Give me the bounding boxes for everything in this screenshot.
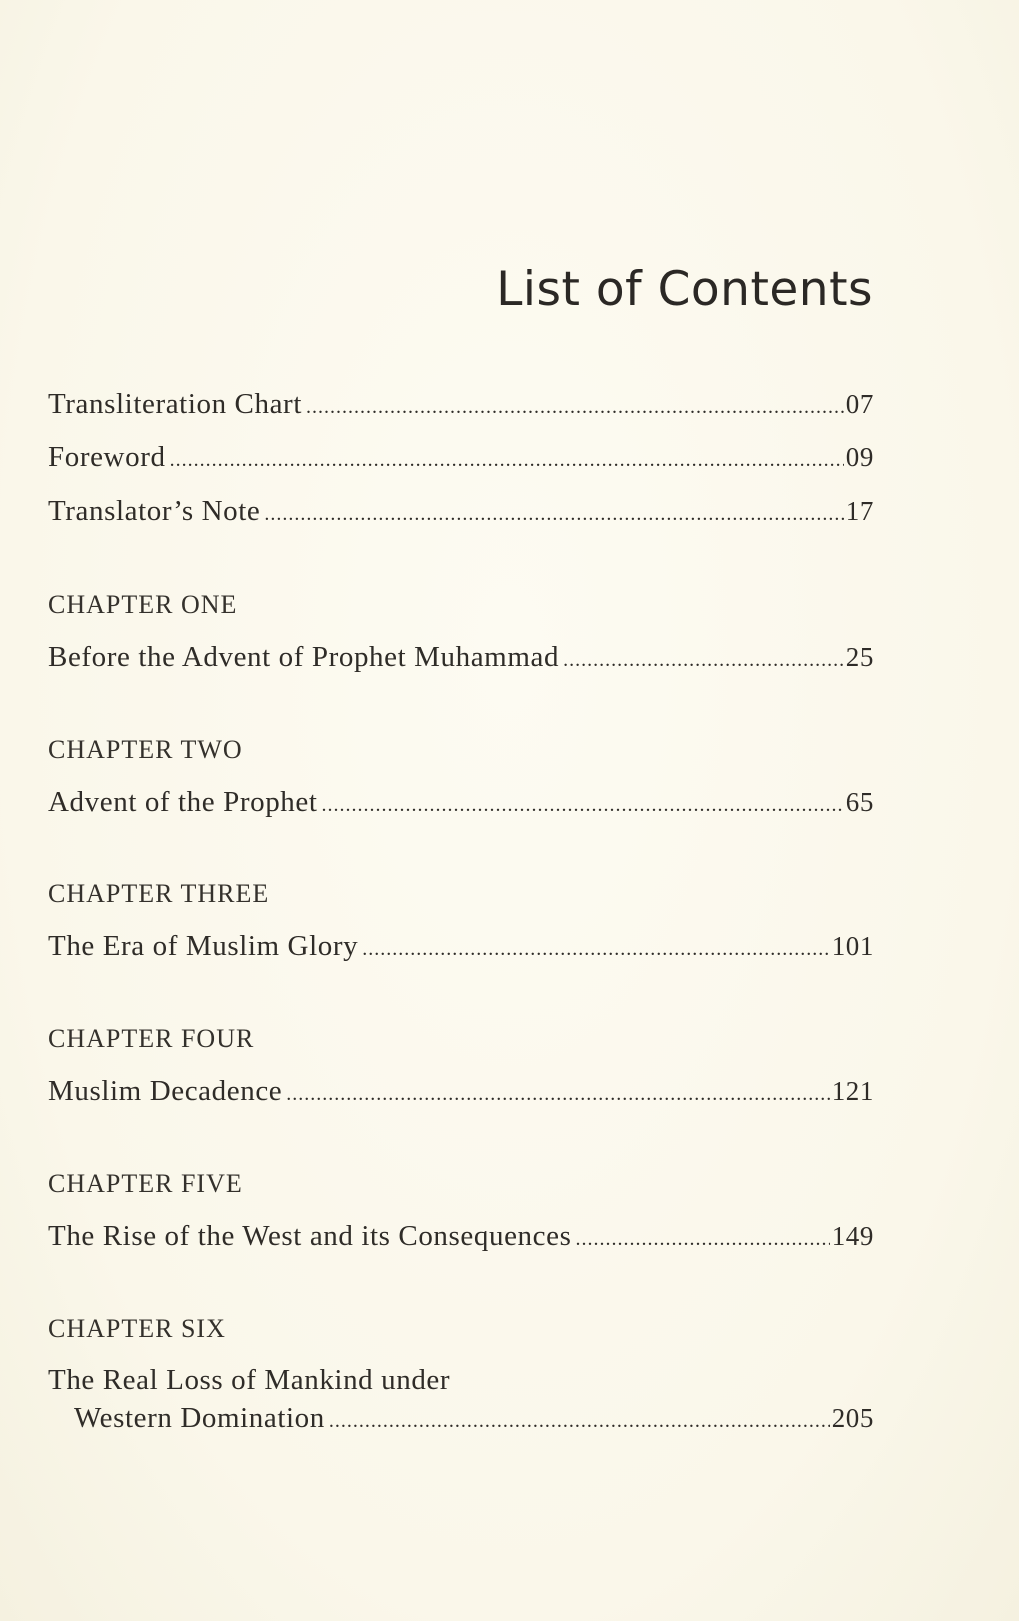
dot-leader [286,1083,829,1106]
toc-entry-foreword [48,441,874,474]
dot-leader [306,396,844,419]
toc-entry-title: Foreword [48,441,166,473]
dot-leader [576,1228,830,1251]
toc-entry-title: The Era of Muslim Glory [48,930,359,962]
chapter-heading: CHAPTER THREE [48,879,270,908]
toc-entry-chapter-five [48,1220,874,1253]
toc-page-number: 07 [845,389,874,419]
page-title: List of Contents [496,262,873,317]
toc-entry-chapter-four [48,1075,874,1108]
dot-leader [170,449,844,472]
dot-leader [264,503,843,526]
chapter-heading: CHAPTER FOUR [48,1024,255,1053]
chapter-heading: CHAPTER ONE [48,590,238,619]
dot-leader [563,649,844,672]
toc-entry-title-line2: Western Domination [74,1402,325,1434]
toc-page-number: 25 [845,642,874,672]
toc-entry-chapter-three [48,930,874,963]
chapter-heading: CHAPTER TWO [48,735,243,764]
chapter-heading: CHAPTER SIX [48,1314,226,1343]
toc-entry-title: Advent of the Prophet [48,786,318,818]
toc-entry-transliteration-chart [48,388,874,421]
toc-page-number: 121 [831,1076,874,1106]
dot-leader [322,794,844,817]
toc-entry-chapter-one [48,641,874,674]
chapter-heading: CHAPTER FIVE [48,1169,243,1198]
toc-entry-title: Before the Advent of Prophet Muhammad [48,641,560,673]
dot-leader [362,938,830,961]
toc-entry-translators-note [48,495,874,528]
toc-page-number: 101 [831,931,874,961]
toc-entry-title: Muslim Decadence [48,1075,283,1107]
toc-entry-title: Translator’s Note [48,495,261,527]
toc-entry-title-line1: The Real Loss of Mankind under [48,1364,451,1396]
toc-page-number: 65 [845,787,874,817]
toc-entry-title: The Rise of the West and its Consequences [48,1220,572,1252]
toc-entry-title: Transliteration Chart [48,388,302,420]
toc-page-number: 149 [831,1221,874,1251]
toc-page-number: 205 [831,1403,874,1433]
dot-leader [329,1410,830,1433]
toc-page-number: 17 [845,496,874,526]
toc-entry-chapter-two [48,786,874,819]
toc-page-number: 09 [845,442,874,472]
toc-entry-chapter-six [74,1402,874,1435]
